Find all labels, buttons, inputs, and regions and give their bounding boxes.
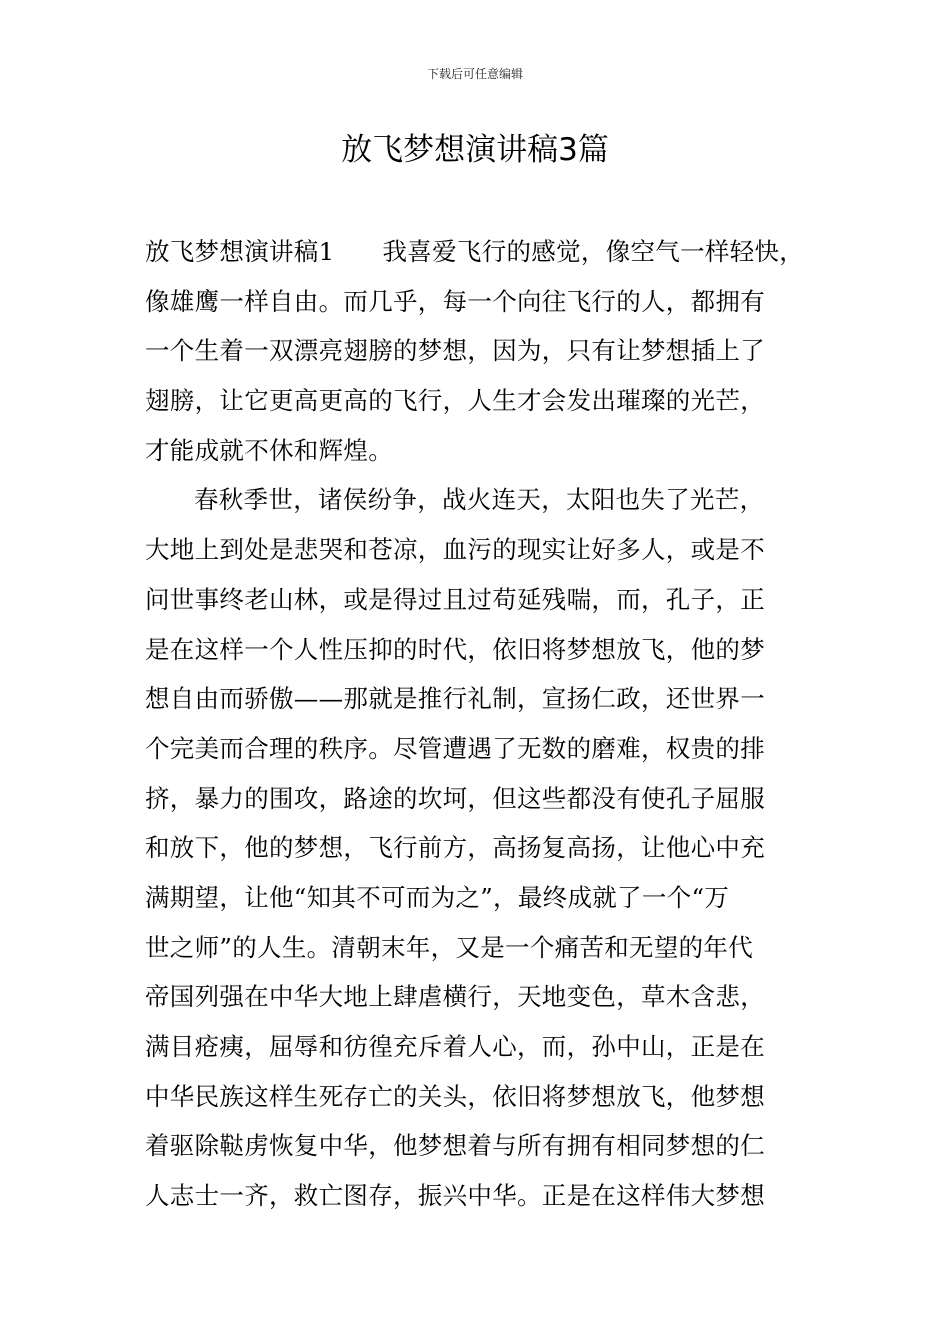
text-line [145, 227, 835, 277]
text-line: 春秋季世，诸侯纷争，战火连天，太阳也失了光芒， [194, 485, 765, 515]
text-line: 满目疮痍，屈辱和彷徨充斥着人心，而，孙中山，正是在 [145, 1032, 765, 1061]
text-line: 是在这样一个人性压抑的时代，依旧将梦想放飞，他的梦 [145, 634, 765, 664]
text-line: 满期望，让他“知其不可而为之”，最终成就了一个“万 [145, 882, 730, 912]
body-text [145, 227, 835, 1221]
text-line: 问世事终老山林，或是得过且过苟延残喘，而，孔子，正 [145, 584, 765, 614]
text-line: 想自由而骄傲——那就是推行礼制，宣扬仁政，还世界一 [145, 684, 765, 714]
text-line: 人志士一齐，救亡图存，振兴中华。正是在这样伟大梦想 [145, 1181, 765, 1211]
text-line: 世之师”的人生。清朝末年，又是一个痛苦和无望的年代 [145, 932, 754, 962]
text-line: 才能成就不休和辉煌。 [145, 435, 393, 465]
text-line: 像雄鹰一样自由。而几乎，每一个向往飞行的人，都拥有 [145, 286, 765, 316]
text-line: 着驱除鞑虏恢复中华，他梦想着与所有拥有相同梦想的仁 [145, 1131, 765, 1161]
text-line: 一个生着一双漂亮翅膀的梦想，因为，只有让梦想插上了 [145, 336, 765, 366]
text-line: 帝国列强在中华大地上肆虐横行，天地变色，草木含悲， [145, 982, 765, 1012]
line-text: 我喜爱飞行的感觉，像空气一样轻快， [382, 237, 805, 266]
text-line: 挤，暴力的围攻，路途的坎坷，但这些都没有使孔子屈服 [145, 783, 765, 813]
text-line: 中华民族这样生死存亡的关头，依旧将梦想放飞，他梦想 [145, 1081, 765, 1111]
text-line: 大地上到处是悲哭和苍凉，血污的现实让好多人，或是不 [145, 535, 765, 565]
text-line: 个完美而合理的秩序。尽管遭遇了无数的磨难，权贵的排 [145, 733, 765, 763]
header-note: 下载后可任意编辑 [426, 67, 523, 81]
page-title: 放飞梦想演讲稿3篇 [341, 132, 609, 168]
text-line: 翅膀，让它更高更高的飞行，人生才会发出璀璨的光芒， [145, 386, 765, 416]
text-line: 和放下，他的梦想，飞行前方，高扬复高扬，让他心中充 [145, 833, 765, 863]
section-label: 放飞梦想演讲稿1 [145, 237, 335, 266]
